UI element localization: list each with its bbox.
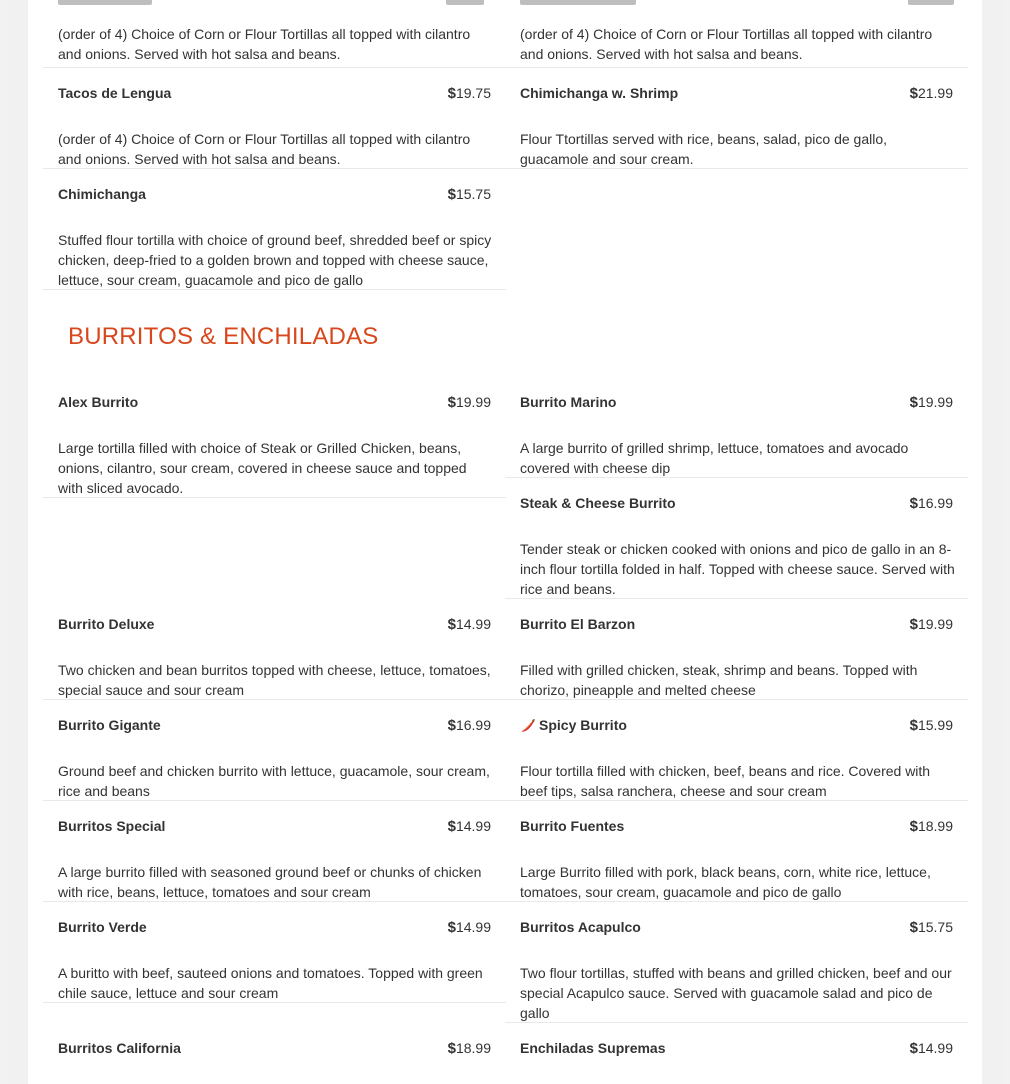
item-name: Spicy Burrito (539, 717, 627, 733)
item-price: $19.99 (447, 394, 491, 411)
menu-content (28, 0, 982, 1084)
menu-item[interactable] (43, 169, 506, 290)
item-price: $16.99 (447, 717, 491, 734)
item-price: $15.75 (447, 186, 491, 203)
section-title: BURRITOS & ENCHILADAS (68, 323, 379, 350)
item-price: $14.99 (909, 1040, 953, 1057)
chili-pepper-icon (520, 717, 536, 733)
menu-item[interactable] (43, 700, 506, 801)
item-price: $19.75 (447, 85, 491, 102)
item-name: Tacos de Lengua (58, 85, 172, 101)
item-description: Large tortilla filled with choice of Steak or Grilled Chicken, beans, onions, cilantro, sour cream, covered in cheese sauce and topped with sliced avocado. (58, 440, 467, 496)
item-description: Large Burrito filled with pork, black beans, corn, white rice, lettuce, tomatoes, sour cream, guacamole and pico de gallo (520, 864, 931, 900)
item-description: Flour Ttortillas served with rice, beans, salad, pico de gallo, guacamole and sour cream. (520, 131, 888, 167)
menu-item-partial[interactable] (505, 0, 968, 68)
item-price: $19.99 (909, 394, 953, 411)
item-description: (order of 4) Choice of Corn or Flour Tortillas all topped with cilantro and onions. Served with hot salsa and beans. (520, 26, 933, 62)
menu-item[interactable] (43, 902, 506, 1003)
menu-item[interactable] (505, 801, 968, 902)
item-name: Burritos California (58, 1040, 181, 1056)
item-description: Stuffed flour tortilla with choice of ground beef, shredded beef or spicy chicken, deep-fried to a golden brown and topped with cheese sauce, lettuce, sour cream, guacamole and pico de gallo (58, 232, 492, 288)
page-background (8, 0, 1002, 1084)
item-name: Burritos Special (58, 818, 166, 834)
item-price: $14.99 (447, 919, 491, 936)
item-description: (order of 4) Choice of Corn or Flour Tortillas all topped with cilantro and onions. Served with hot salsa and beans. (58, 26, 471, 62)
item-description: Two chicken and bean burritos topped with cheese, lettuce, tomatoes, special sauce and sour cream (58, 662, 491, 698)
menu-item[interactable] (505, 68, 968, 169)
item-description: Filled with grilled chicken, steak, shrimp and beans. Topped with chorizo, pineapple and melted cheese (520, 662, 918, 698)
item-description: Tender steak or chicken cooked with onions and pico de gallo in an 8-inch flour tortilla folded in half. Topped with cheese sauce. Served with rice and beans. (520, 541, 955, 597)
item-name: Burrito Verde (58, 919, 147, 935)
menu-item[interactable] (43, 599, 506, 700)
item-price: $15.99 (909, 717, 953, 734)
item-price: $15.75 (909, 919, 953, 936)
item-name: Burrito El Barzon (520, 616, 636, 632)
item-name-row (520, 717, 627, 733)
item-name: Burrito Marino (520, 394, 617, 410)
item-price: $18.99 (447, 1040, 491, 1057)
item-description: A large burrito filled with seasoned ground beef or chunks of chicken with rice, beans, lettuce, tomatoes and sour cream (58, 864, 482, 900)
menu-item[interactable] (505, 1023, 968, 1084)
item-description: A buritto with beef, sauteed onions and tomatoes. Topped with green chile sauce, lettuce and sour cream (58, 965, 483, 1001)
item-name: Burrito Deluxe (58, 616, 155, 632)
item-name: Alex Burrito (58, 394, 139, 410)
menu-item[interactable] (43, 377, 506, 498)
item-price: $14.99 (447, 616, 491, 633)
item-description: (order of 4) Choice of Corn or Flour Tortillas all topped with cilantro and onions. Served with hot salsa and beans. (58, 131, 471, 167)
menu-item[interactable] (43, 1023, 506, 1084)
item-name: Chimichanga w. Shrimp (520, 85, 679, 101)
item-price: $16.99 (909, 495, 953, 512)
item-name: Burrito Gigante (58, 717, 161, 733)
menu-item[interactable] (505, 478, 968, 599)
menu-item-partial[interactable] (43, 0, 506, 68)
menu-item[interactable] (43, 68, 506, 169)
item-price: $21.99 (909, 85, 953, 102)
menu-item[interactable] (505, 377, 968, 478)
item-name: Enchiladas Supremas (520, 1040, 666, 1056)
item-price: $18.99 (909, 818, 953, 835)
item-name: Chimichanga (58, 186, 146, 202)
item-price: $14.99 (447, 818, 491, 835)
item-description: A large burrito of grilled shrimp, lettuce, tomatoes and avocado covered with cheese dip (520, 440, 909, 476)
item-name: Steak & Cheese Burrito (520, 495, 676, 511)
menu-item[interactable] (505, 700, 968, 801)
menu-item[interactable] (505, 902, 968, 1023)
menu-item[interactable] (43, 801, 506, 902)
item-description: Flour tortilla filled with chicken, beef, beans and rice. Covered with beef tips, salsa ranchera, cheese and sour cream (520, 763, 931, 799)
item-name: Burritos Acapulco (520, 919, 641, 935)
item-price: $19.99 (909, 616, 953, 633)
item-description: Ground beef and chicken burrito with lettuce, guacamole, sour cream, rice and beans (58, 763, 490, 799)
item-name: Burrito Fuentes (520, 818, 625, 834)
menu-item[interactable] (505, 599, 968, 700)
item-description: Two flour tortillas, stuffed with beans and grilled chicken, beef and our special Acapulco sauce. Served with guacamole salad and pico de gallo (520, 965, 952, 1021)
